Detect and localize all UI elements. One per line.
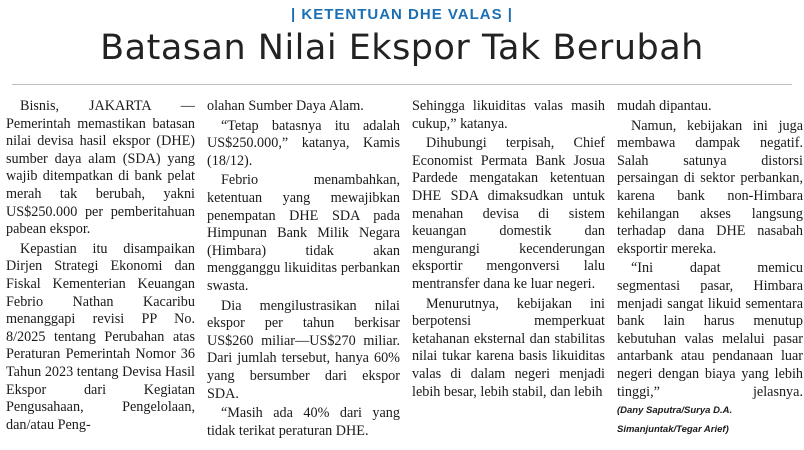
paragraph: Sehingga likuiditas valas masih cukup,” katanya. (412, 98, 605, 132)
paragraph: Dihubungi terpisah, Chief Economist Permata Bank Josua Pardede mengatakan ketentuan DHE SDA dimaksudkan untuk menahan devisa di sistem keuangan domestik dan mengurangi kecenderungan eksportir mengonversi lalu mentransfer dana ke luar negeri. (412, 135, 605, 292)
paragraph (617, 260, 803, 438)
byline-credit-continued: Simanjuntak/Tegar Arief) (617, 423, 729, 435)
paragraph: mudah dipantau. (617, 98, 712, 114)
paragraph: olahan Sumber Daya Alam. (207, 98, 364, 114)
section-kicker: | KETENTUAN DHE VALAS | (291, 6, 513, 23)
article-column-1 (6, 98, 195, 450)
byline-credit: (Dany Saputra/Surya D.A. (617, 405, 733, 417)
headline: Batasan Nilai Ekspor Tak Berubah (100, 28, 704, 68)
paragraph: Namun, kebijakan ini juga membawa dampak negatif. Salah satunya distorsi persaingan di sektor perbankan, karena bank non-Himbara kehilangan akses langsung terhadap dana DHE nasabah eksportir mereka. (617, 117, 803, 257)
article-column-4 (617, 98, 803, 450)
paragraph: Febrio menambahkan, ketentuan yang mewajibkan penempatan DHE SDA pada Himpunan Bank Milik Negara (Himbara) tidak akan mengganggu likuiditas perbankan swasta. (207, 172, 400, 294)
paragraph: Kepastian itu disampaikan Dirjen Strategi Ekonomi dan Fiskal Kementerian Keuangan Febrio Nathan Kacaribu menanggapi revisi PP No. 8/2025 tentang Perubahan atas Peraturan Pemerintah Nomor 36 Tahun 2023 tentang Devisa Hasil Ekspor dari Kegiatan Pengusahaan, Pengelolaan, dan/atau Peng- (6, 240, 195, 433)
paragraph: Menurutnya, kebijakan ini berpotensi memperkuat ketahanan eksternal dan stabilitas nilai tukar karena basis likuiditas valas di dalam negeri menjadi lebih besar, lebih stabil, dan lebih (412, 295, 605, 400)
article-column-3 (412, 98, 605, 450)
paragraph: “Masih ada 40% dari yang tidak terikat peraturan DHE. (207, 405, 400, 439)
paragraph: Dia mengilustrasikan nilai ekspor per tahun berkisar US$260 miliar—US$270 miliar. Dari jumlah tersebut, hanya 60% yang bersumber dari ekspor SDA. (207, 297, 400, 402)
article-column-2 (207, 98, 400, 450)
paragraph-text: “Ini dapat memicu segmentasi pasar, Himbara menjadi sangat likuid sementara bank lain harus menutup kebutuhan valas melalui pasar antarbank atau pendanaan luar negeri dengan biaya yang lebih tinggi,” jelasnya. (617, 260, 803, 400)
paragraph: “Tetap batasnya itu adalah US$250.000,” katanya, Kamis (18/12). (207, 117, 400, 169)
paragraph: Bisnis, JAKARTA — Pemerintah memastikan batasan nilai devisa hasil ekspor (DHE) sumber daya alam (SDA) yang wajib ditempatkan di bank pelat merah tak berubah, yakni US$250.000 per pemberitahuan pabean ekspor. (6, 98, 195, 238)
headline-divider (12, 84, 792, 85)
